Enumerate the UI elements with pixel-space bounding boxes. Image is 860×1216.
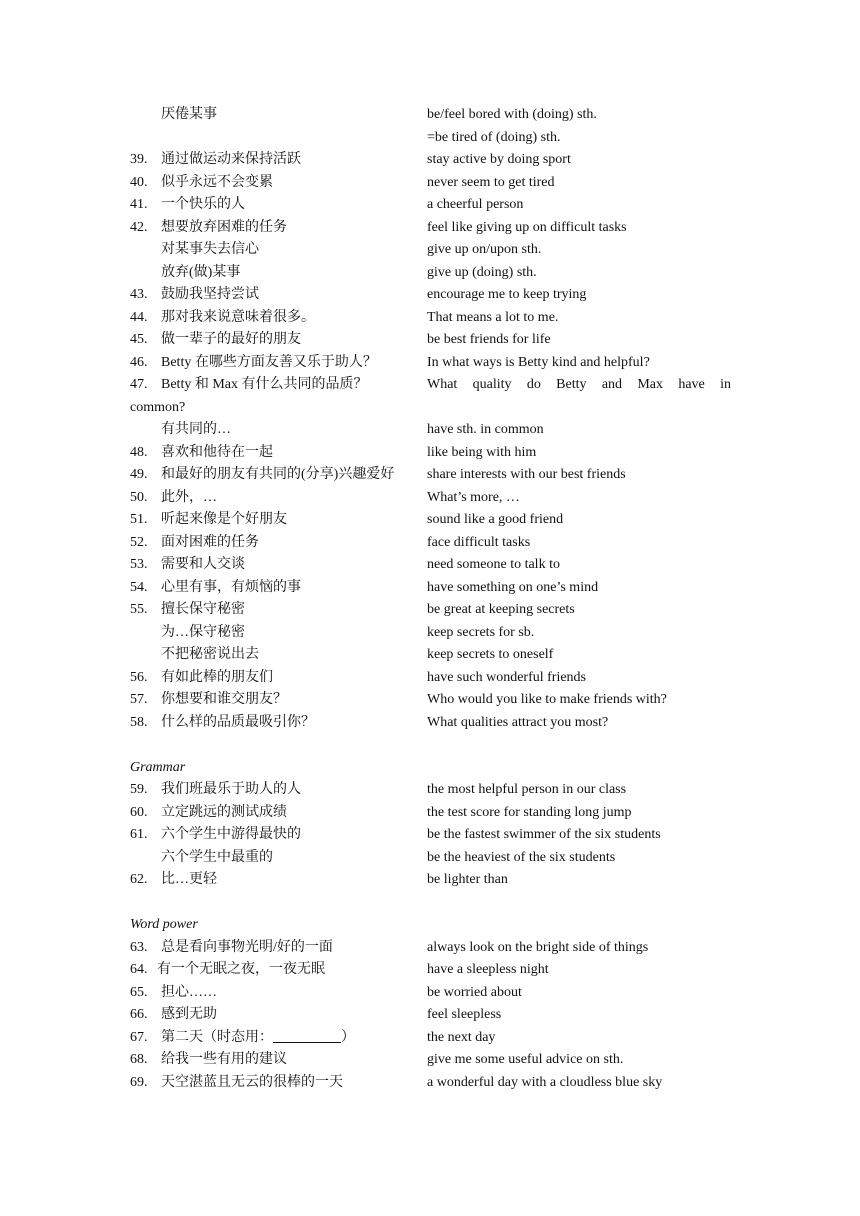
table-row [0, 352, 860, 375]
table-row [0, 284, 860, 307]
english-phrase: a wonderful day with a cloudless blue sky [427, 1074, 663, 1090]
item-number: 59. [130, 782, 148, 797]
english-phrase: =be tired of (doing) sth. [427, 129, 561, 145]
chinese-phrase-part: 第二天（时态用： [161, 1029, 273, 1045]
table-row [0, 847, 860, 870]
vocabulary-list [0, 104, 860, 1094]
english-word: do [526, 377, 541, 392]
english-word: and [601, 377, 623, 392]
chinese-phrase: 一个快乐的人 [161, 197, 245, 212]
section-heading-grammar [0, 757, 860, 780]
english-phrase: What’s more, … [427, 489, 520, 505]
item-number: 50. [130, 489, 148, 505]
item-number: 69. [130, 1074, 148, 1090]
item-number: 55. [130, 602, 148, 617]
phrase-block-word2 [0, 982, 860, 1027]
english-phrase: have a sleepless night [427, 962, 549, 977]
chinese-phrase: 为…保守秘密 [161, 624, 245, 640]
english-word: Max [637, 377, 664, 392]
chinese-phrase: 听起来像是个好朋友 [161, 512, 287, 527]
item-number: 60. [130, 804, 148, 820]
table-row [0, 599, 860, 622]
english-word: have [678, 377, 705, 392]
english-phrase: share interests with our best friends [427, 467, 626, 482]
english-phrase: face difficult tasks [427, 534, 531, 550]
chinese-phrase: 放弃(做)某事 [161, 264, 241, 280]
chinese-phrase: 有一个无眠之夜，一夜无眠 [157, 962, 325, 977]
english-phrase: In what ways is Betty kind and helpful? [427, 354, 650, 370]
section-title: Grammar [130, 759, 186, 775]
chinese-phrase: 比…更轻 [161, 872, 217, 887]
table-row [0, 622, 860, 645]
wrapped-text: common? [130, 399, 186, 415]
table-row [0, 329, 860, 352]
english-word: in [720, 377, 731, 392]
item-number: 43. [130, 287, 148, 302]
english-phrase: need someone to talk to [427, 557, 560, 572]
chinese-phrase: 似乎永远不会变累 [161, 174, 273, 190]
english-phrase: keep secrets for sb. [427, 624, 535, 640]
item-number: 44. [130, 309, 148, 325]
english-phrase: give me some useful advice on sth. [427, 1052, 624, 1067]
chinese-phrase: 想要放弃困难的任务 [161, 219, 287, 235]
chinese-phrase: 总是看向事物光明/好的一面 [161, 939, 333, 955]
table-row [0, 667, 860, 690]
chinese-phrase: 天空湛蓝且无云的很棒的一天 [161, 1074, 343, 1090]
item-number: 63. [130, 939, 148, 955]
table-row [0, 802, 860, 825]
table-row [0, 1049, 860, 1072]
item-number: 61. [130, 827, 148, 842]
english-phrase: be/feel bored with (doing) sth. [427, 107, 597, 122]
english-phrase: the most helpful person in our class [427, 782, 627, 797]
item-number: 39. [130, 152, 148, 167]
table-row [0, 982, 860, 1005]
english-phrase: have sth. in common [427, 422, 544, 437]
table-row [0, 217, 860, 240]
english-phrase: Who would you like to make friends with? [427, 692, 667, 707]
chinese-phrase: 鼓励我坚持尝试 [161, 287, 259, 302]
table-row [0, 689, 860, 712]
english-phrase: the test score for standing long jump [427, 804, 632, 820]
chinese-phrase: 感到无助 [161, 1007, 217, 1022]
english-word: quality [472, 377, 512, 392]
chinese-phrase: 什么样的品质最吸引你？ [161, 714, 315, 730]
item-number: 56. [130, 669, 148, 685]
item-number: 57. [130, 692, 148, 707]
chinese-phrase: 那对我来说意味着很多。 [161, 309, 315, 325]
chinese-phrase: 我们班最乐于助人的人 [161, 782, 301, 797]
english-phrase: be lighter than [427, 872, 508, 887]
english-phrase: have something on one’s mind [427, 579, 599, 595]
section-heading-word-power [0, 914, 860, 937]
table-row-64 [0, 959, 860, 982]
fill-in-blank [273, 1028, 341, 1043]
chinese-phrase: 面对困难的任务 [161, 534, 259, 550]
item-number: 48. [130, 444, 148, 460]
english-phrase: give up on/upon sth. [427, 242, 542, 257]
item-number: 40. [130, 174, 148, 190]
chinese-phrase: 不把秘密说出去 [161, 647, 259, 662]
english-phrase: encourage me to keep trying [427, 287, 587, 302]
chinese-phrase: 你想要和谁交朋友？ [161, 692, 287, 707]
chinese-phrase: 对某事失去信心 [161, 242, 259, 257]
english-phrase: be best friends for life [427, 332, 551, 347]
english-phrase: a cheerful person [427, 197, 524, 212]
table-row [0, 1072, 860, 1095]
english-phrase: always look on the bright side of things [427, 939, 649, 955]
table-row [0, 149, 860, 172]
chinese-phrase: 担心…… [161, 984, 217, 1000]
table-row [0, 419, 860, 442]
table-row [0, 307, 860, 330]
phrase-block-word1 [0, 937, 860, 960]
table-row [0, 532, 860, 555]
english-phrase: give up (doing) sth. [427, 264, 537, 280]
table-row [0, 824, 860, 847]
table-row [0, 577, 860, 600]
table-row [0, 487, 860, 510]
chinese-phrase: 需要和人交谈 [161, 557, 245, 572]
table-row [0, 1004, 860, 1027]
table-row [0, 554, 860, 577]
table-row [0, 194, 860, 217]
english-phrase: sound like a good friend [427, 512, 564, 527]
item-number: 58. [130, 714, 148, 730]
chinese-phrase: 此外，… [161, 489, 217, 505]
chinese-phrase: 喜欢和他待在一起 [161, 444, 273, 460]
chinese-phrase: 六个学生中游得最快的 [161, 827, 301, 842]
chinese-phrase: 厌倦某事 [161, 107, 217, 122]
english-phrase [427, 374, 731, 397]
item-number: 64. [130, 962, 148, 977]
item-number: 42. [130, 219, 148, 235]
english-phrase: be worried about [427, 984, 522, 1000]
table-row-47-wrap [0, 397, 860, 420]
chinese-phrase: 擅长保守秘密 [161, 602, 245, 617]
item-number: 62. [130, 872, 148, 887]
item-number: 65. [130, 984, 148, 1000]
chinese-phrase [161, 1027, 355, 1050]
table-row [0, 239, 860, 262]
english-phrase: the next day [427, 1029, 496, 1045]
english-phrase: be the heaviest of the six students [427, 849, 616, 865]
table-row [0, 262, 860, 285]
table-row [0, 937, 860, 960]
table-row [0, 442, 860, 465]
chinese-phrase: 通过做运动来保持活跃 [161, 152, 301, 167]
table-row [0, 104, 860, 127]
english-phrase: stay active by doing sport [427, 152, 571, 167]
chinese-phrase: 和最好的朋友有共同的(分享)兴趣爱好 [161, 467, 395, 482]
english-phrase: be the fastest swimmer of the six students [427, 827, 661, 842]
table-row [0, 464, 860, 487]
english-phrase: feel like giving up on difficult tasks [427, 219, 627, 235]
item-number: 51. [130, 512, 148, 527]
chinese-phrase: Betty 和 Max 有什么共同的品质？ [161, 377, 368, 392]
english-phrase: That means a lot to me. [427, 309, 559, 325]
table-row [0, 644, 860, 667]
chinese-phrase: 给我一些有用的建议 [161, 1052, 287, 1067]
chinese-phrase: 心里有事，有烦恼的事 [161, 579, 301, 595]
table-row [0, 712, 860, 735]
table-row-67 [0, 1027, 860, 1050]
phrase-block-grammar [0, 779, 860, 892]
item-number: 46. [130, 354, 148, 370]
table-row [0, 779, 860, 802]
phrase-block-a [0, 104, 860, 374]
english-phrase: never seem to get tired [427, 174, 555, 190]
english-phrase: feel sleepless [427, 1007, 502, 1022]
item-number: 54. [130, 579, 148, 595]
chinese-phrase: 有共同的… [161, 422, 231, 437]
item-number: 68. [130, 1052, 148, 1067]
chinese-phrase: 立定跳远的测试成绩 [161, 804, 287, 820]
item-number: 52. [130, 534, 148, 550]
phrase-block-b [0, 419, 860, 734]
item-number: 45. [130, 332, 148, 347]
english-phrase: What qualities attract you most? [427, 714, 609, 730]
chinese-phrase: 六个学生中最重的 [161, 849, 273, 865]
chinese-phrase-part: ） [341, 1029, 355, 1045]
chinese-phrase: 做一辈子的最好的朋友 [161, 332, 301, 347]
table-row-47 [0, 374, 860, 397]
table-row [0, 869, 860, 892]
phrase-block-word3 [0, 1049, 860, 1094]
chinese-phrase: 有如此棒的朋友们 [161, 669, 273, 685]
english-word: What [427, 377, 458, 392]
english-phrase: keep secrets to oneself [427, 647, 554, 662]
table-row [0, 172, 860, 195]
english-word: Betty [556, 377, 587, 392]
section-title: Word power [130, 917, 198, 932]
item-number: 49. [130, 467, 148, 482]
item-number: 53. [130, 557, 148, 572]
item-number: 47. [130, 377, 148, 392]
english-phrase: have such wonderful friends [427, 669, 587, 685]
item-number: 66. [130, 1007, 148, 1022]
english-phrase: be great at keeping secrets [427, 602, 575, 617]
item-number: 41. [130, 197, 148, 212]
chinese-phrase: Betty 在哪些方面友善又乐于助人？ [161, 354, 377, 370]
table-row [0, 509, 860, 532]
item-number: 67. [130, 1029, 148, 1045]
english-phrase: like being with him [427, 444, 537, 460]
table-row [0, 127, 860, 150]
